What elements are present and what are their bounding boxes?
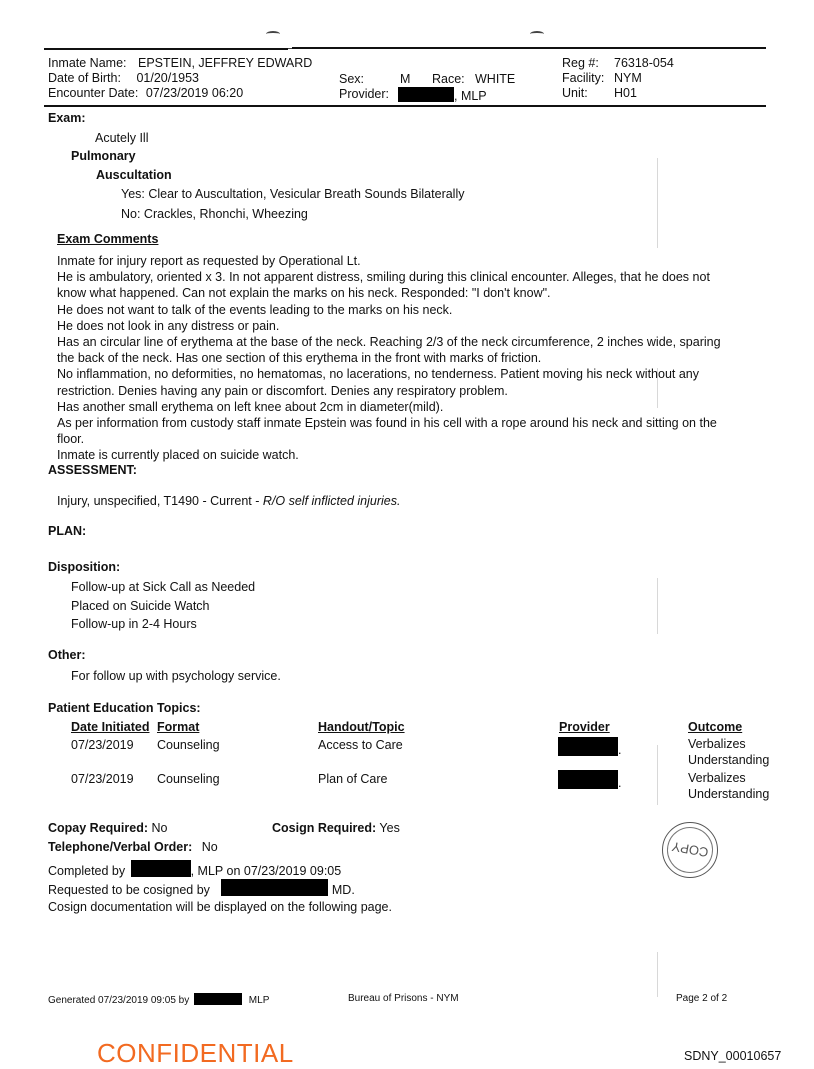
- confidential-label: CONFIDENTIAL: [97, 1038, 294, 1068]
- redaction-block: [131, 860, 191, 877]
- comment-line: He does not want to talk of the events leading to the marks on his neck.: [57, 302, 453, 317]
- redaction-block: [221, 879, 328, 896]
- redaction-block: [558, 770, 618, 789]
- encounter-label: Encounter Date:: [48, 86, 139, 100]
- comment-line: Has an circular line of erythema at the base of the neck. Reaching 2/3 of the neck circumference, 2 inches wide, sparing: [57, 335, 721, 350]
- exam-comments-body: [57, 253, 757, 464]
- comment-line: know what happened. Can not explain the marks on his neck. Responded: "I don't know".: [57, 286, 551, 301]
- copy-stamp-text: COPY: [663, 823, 716, 876]
- row-date: 07/23/2019: [71, 738, 134, 752]
- header-rule-top-right: [292, 47, 766, 49]
- telephone-row: [48, 840, 218, 854]
- race-label: Race:: [432, 72, 465, 86]
- redaction-block: [194, 993, 242, 1005]
- copy-stamp: [662, 822, 718, 878]
- race-value: WHITE: [475, 72, 516, 86]
- scan-line: [657, 158, 658, 248]
- row-outcome-2: Understanding: [688, 787, 770, 801]
- completed-suffix: , MLP on 07/23/2019 09:05: [190, 864, 342, 878]
- dob: 01/20/1953: [136, 71, 199, 85]
- cosign-value: Yes: [379, 821, 400, 835]
- exam-subsystem: Auscultation: [96, 168, 172, 182]
- footer-bureau: Bureau of Prisons - NYM: [348, 993, 459, 1004]
- footer-generated-suffix: MLP: [248, 995, 270, 1006]
- dob-label: Date of Birth:: [48, 71, 121, 85]
- inmate-name-label: Inmate Name:: [48, 56, 127, 70]
- copay-row: [48, 821, 167, 835]
- requested-prefix: Requested to be cosigned by: [48, 883, 210, 897]
- requested-row: [48, 879, 355, 897]
- provider-suffix: , MLP: [454, 89, 487, 103]
- disposition-title: Disposition:: [48, 560, 121, 574]
- row-provider: [558, 770, 621, 790]
- assessment-title: ASSESSMENT:: [48, 463, 137, 477]
- exam-yes-line: Yes: Clear to Auscultation, Vesicular Breath Sounds Bilaterally: [121, 187, 465, 201]
- provider-label: Provider:: [339, 87, 390, 101]
- header-rule-top-left: [44, 48, 288, 50]
- telephone-label: Telephone/Verbal Order:: [48, 840, 193, 854]
- copay-label: Copay Required:: [48, 821, 149, 835]
- other-text: For follow up with psychology service.: [71, 669, 281, 683]
- exam-general: Acutely Ill: [95, 131, 149, 145]
- encounter-row: [48, 86, 243, 100]
- facility-value: NYM: [614, 71, 642, 85]
- scan-line: [657, 952, 658, 997]
- col-outcome: Outcome: [688, 720, 743, 734]
- scan-mark: [266, 31, 280, 37]
- row-topic: Access to Care: [318, 738, 403, 752]
- cosign-note: Cosign documentation will be displayed on the following page.: [48, 900, 392, 914]
- unit-label: Unit:: [562, 86, 588, 100]
- assessment-text: Injury, unspecified, T1490 - Current -: [57, 494, 263, 508]
- comment-line: floor.: [57, 432, 85, 447]
- redaction-block: [558, 737, 618, 756]
- comment-line: Inmate for injury report as requested by Operational Lt.: [57, 254, 361, 268]
- comment-line: the back of the neck. Has one section of this erythema in the front with marks of friction.: [57, 351, 542, 366]
- disposition-item: Follow-up at Sick Call as Needed: [71, 580, 256, 594]
- exam-no-line: No: Crackles, Rhonchi, Wheezing: [121, 207, 308, 221]
- row-provider-suffix: .: [618, 743, 622, 757]
- provider-value: [398, 87, 487, 103]
- footer-generated-prefix: Generated 07/23/2019 09:05 by: [48, 995, 190, 1006]
- telephone-value: No: [201, 840, 218, 854]
- row-date: 07/23/2019: [71, 772, 134, 786]
- reg-label: Reg #:: [562, 56, 599, 70]
- inmate-name-row: [48, 56, 312, 70]
- comment-line: No inflammation, no deformities, no hematomas, no lacerations, no tenderness. Patient moving his neck without any: [57, 367, 700, 382]
- scan-line: [657, 578, 658, 634]
- row-topic: Plan of Care: [318, 772, 388, 786]
- comment-line: restriction. Denies having any pain or discomfort. Denies any respiratory problem.: [57, 383, 508, 398]
- col-provider: Provider: [559, 720, 610, 734]
- scan-mark: [530, 31, 544, 37]
- exam-title: Exam:: [48, 111, 86, 125]
- copay-value: No: [151, 821, 168, 835]
- inmate-name: EPSTEIN, JEFFREY EDWARD: [138, 56, 313, 70]
- row-outcome-1: Verbalizes: [688, 737, 746, 751]
- row-format: Counseling: [157, 738, 220, 752]
- comment-line: Inmate is currently placed on suicide watch.: [57, 448, 299, 463]
- plan-title: PLAN:: [48, 524, 87, 538]
- col-format: Format: [157, 720, 200, 734]
- dob-row: [48, 71, 199, 85]
- footer-generated: [48, 993, 269, 1006]
- facility-label: Facility:: [562, 71, 605, 85]
- cosign-row: [272, 821, 400, 835]
- completed-prefix: Completed by: [48, 864, 126, 878]
- header-rule-bottom: [44, 105, 766, 107]
- assessment-line: [57, 494, 400, 508]
- sex-label: Sex:: [339, 72, 365, 86]
- row-format: Counseling: [157, 772, 220, 786]
- comment-line: He is ambulatory, oriented x 3. In not apparent distress, smiling during this clinical encounter. Alleges, that he does not: [57, 270, 710, 285]
- unit-value: H01: [614, 86, 637, 100]
- exam-comments-title: Exam Comments: [57, 232, 159, 246]
- row-outcome-2: Understanding: [688, 753, 770, 767]
- encounter-date: 07/23/2019 06:20: [145, 86, 244, 100]
- col-handout-topic: Handout/Topic: [318, 720, 405, 734]
- exam-system: Pulmonary: [71, 149, 136, 163]
- disposition-item: Follow-up in 2-4 Hours: [71, 617, 197, 631]
- redaction-block: [398, 87, 454, 102]
- reg-value: 76318-054: [614, 56, 674, 70]
- sex-value: M: [400, 72, 411, 86]
- assessment-note: R/O self inflicted injuries.: [262, 494, 401, 508]
- comment-line: Has another small erythema on left knee about 2cm in diameter(mild).: [57, 399, 444, 414]
- education-title: Patient Education Topics:: [48, 701, 201, 715]
- completed-row: [48, 860, 341, 878]
- col-date-initiated: Date Initiated: [71, 720, 150, 734]
- disposition-item: Placed on Suicide Watch: [71, 599, 210, 613]
- comment-line: He does not look in any distress or pain.: [57, 318, 280, 333]
- other-title: Other:: [48, 648, 86, 662]
- cosign-label: Cosign Required:: [272, 821, 377, 835]
- bates-number: SDNY_00010657: [684, 1049, 782, 1063]
- footer-page-number: Page 2 of 2: [676, 993, 728, 1004]
- row-outcome-1: Verbalizes: [688, 771, 746, 785]
- comment-line: As per information from custody staff inmate Epstein was found in his cell with a rope around his neck and sitting on the: [57, 416, 717, 431]
- scan-line: [657, 745, 658, 805]
- row-provider-suffix: .: [618, 776, 622, 790]
- requested-suffix: MD.: [331, 883, 355, 897]
- row-provider: [558, 737, 621, 757]
